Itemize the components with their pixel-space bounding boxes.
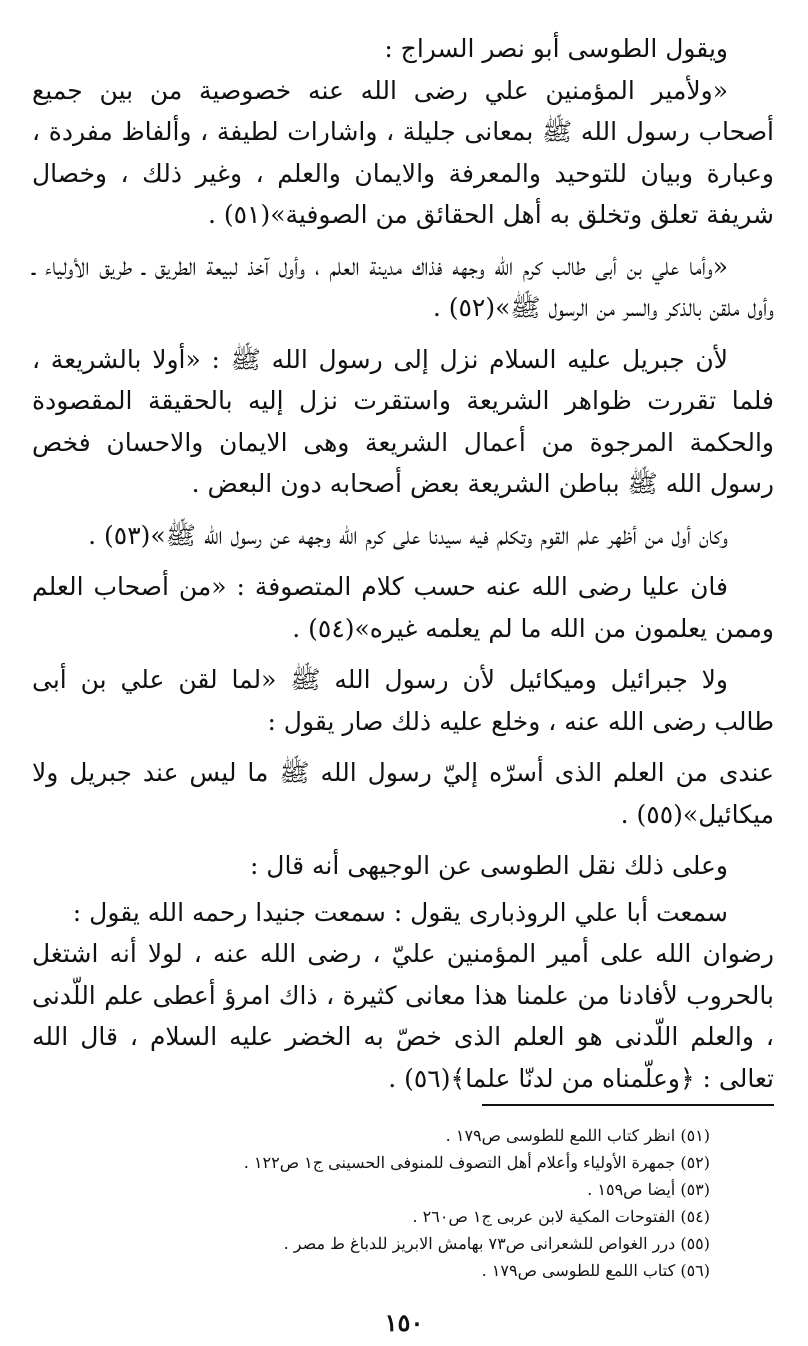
footnote-52: (٥٢) جمهرة الأولياء وأعلام أهل التصوف للمنوفى الحسينى ج١ ص١٢٢ . — [243, 1153, 710, 1172]
paragraph-gabriel-michael: ولا جبرائيل وميكائيل لأن رسول الله ﷺ «لما لقن علي بن أبى طالب رضى الله عنه ، وخلع عليه ذلك صار يقول : — [32, 665, 774, 736]
paragraph-quote-tusi: «ولأمير المؤمنين علي رضى الله عنه خصوصية من بين جميع أصحاب رسول الله ﷺ بمعانى جليلة ، واشارات لطيفة ، وألفاظ مفردة ، وعبارة وبيان للتوحيد والمعرفة والايمان والعلم ، وغير ذلك ، وخصال شريفة تعلق وتخلق به أهل الحقائق من الصوفية»(٥١) . — [32, 75, 774, 229]
paragraph-secret-knowledge: عندى من العلم الذى أسرّه إليّ رسول الله ﷺ ما ليس عند جبريل ولا ميكائيل»(٥٥) . — [32, 758, 774, 829]
paragraph-gabriel: لأن جبريل عليه السلام نزل إلى رسول الله ﷺ : «أولا بالشريعة ، فلما تقررت ظواهر الشريعة واستقرت نزل إليه بالحقيقة المقصودة والحكمة المرجوة من أعمال الشريعة وهى الايمان والاحسان فخص رسول الله ﷺ بباطن الشريعة بعض أصحابه دون البعض . — [32, 344, 774, 498]
paragraph-junayd-quote: رضوان الله على أمير المؤمنين عليّ ، رضى الله عنه ، لولا أنه اشتغل بالحروب لأفادنا من علمنا هذا معانى كثيرة ، ذاك امرؤ أعطى علم اللّدنى ، والعلم اللّدنى هو العلم الذى خصّ به الخضر عليه السلام ، قال الله تعالى : ﴿وعلّمناه من لدنّا علما﴾(٥٦) . — [32, 939, 774, 1093]
paragraph-city-of-knowledge: «وأما علي بن أبى طالب كرم الله وجهه فذاك مدينة العلم ، وأول آخذ لبيعة الطريق ـ طريق الأولياء ـ وأول ملقن بالذكر والسر من الرسول ﷺ»(٥٢) . — [32, 251, 774, 322]
paragraph-wajihi: وعلى ذلك نقل الطوسى عن الوجيهى أنه قال : — [249, 851, 728, 880]
footnote-divider — [482, 1104, 774, 1106]
footnote-54: (٥٤) الفتوحات المكية لابن عربى ج١ ص٢٦٠ . — [412, 1207, 710, 1226]
main-text — [32, 28, 774, 1099]
footnote-53: (٥٣) أيضا ص١٥٩ . — [587, 1180, 710, 1199]
footnote-55: (٥٥) درر الغواص للشعرانى ص٧٣ بهامش الابريز للدباغ ط مصر . — [283, 1234, 710, 1253]
paragraph-first-to-reveal: وكان أول من أظهر علم القوم وتكلم فيه سيدنا على كرم الله وجهه عن رسول الله ﷺ»(٥٣) . — [88, 520, 728, 550]
page-number: ١٥٠ — [384, 1308, 424, 1337]
paragraph-intro: ويقول الطوسى أبو نصر السراج : — [384, 34, 728, 63]
footnotes-list — [90, 1122, 710, 1284]
footnote-51: (٥١) انظر كتاب اللمع للطوسى ص١٧٩ . — [445, 1126, 710, 1145]
paragraph-rudhbari: سمعت أبا علي الروذبارى يقول : سمعت جنيدا رحمه الله يقول : — [72, 897, 728, 927]
footnote-56: (٥٦) كتاب اللمع للطوسى ص١٧٩ . — [481, 1261, 710, 1280]
paragraph-people-of-knowledge: فان عليا رضى الله عنه حسب كلام المتصوفة : «من أصحاب العلم وممن يعلمون من الله ما لم يعلمه غيره»(٥٤) . — [32, 572, 774, 643]
